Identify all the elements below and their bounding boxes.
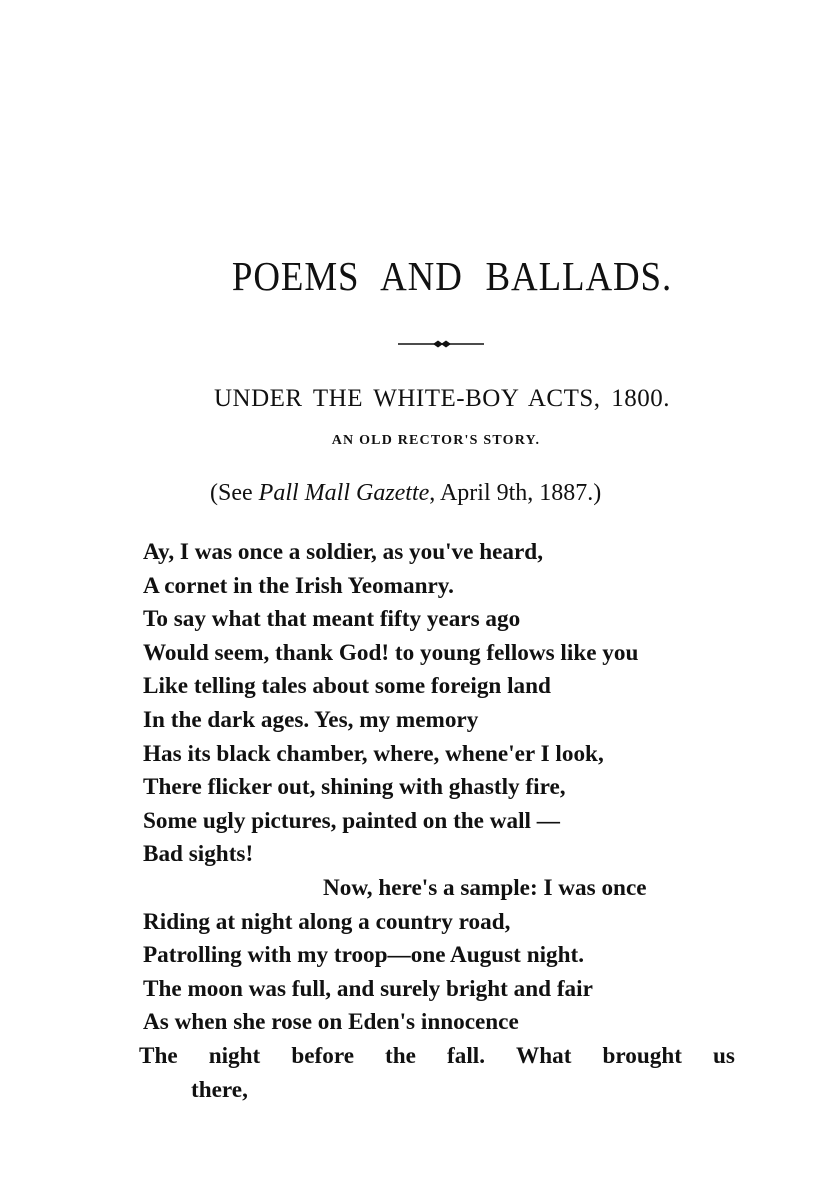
section-title: UNDER THE WHITE-BOY ACTS, 1800.: [213, 385, 671, 412]
poem-line: Like telling tales about some foreign land: [143, 673, 551, 700]
poem-line: A cornet in the Irish Yeomanry.: [143, 572, 454, 599]
poem-text: [139, 536, 763, 1107]
poem-line: Now, here's a sample: I was once: [323, 874, 647, 901]
poem-line: The moon was full, and surely bright and fair: [143, 975, 593, 1002]
book-title: POEMS AND BALLADS.: [231, 253, 673, 299]
poem-word: night: [208, 1042, 261, 1069]
poem-line: Riding at night along a country road,: [143, 908, 511, 935]
poem-line: There flicker out, shining with ghastly fire,: [143, 774, 566, 801]
poem-line: Some ugly pictures, painted on the wall —: [143, 807, 560, 834]
poem-word: brought: [602, 1042, 682, 1069]
poem-line: In the dark ages. Yes, my memory: [143, 706, 479, 733]
poem-word: fall.: [447, 1042, 485, 1069]
poem-line: Ay, I was once a soldier, as you've heard,: [143, 539, 544, 565]
poem-line: To say what that meant fifty years ago: [143, 606, 521, 633]
section-subtitle: AN OLD RECTOR'S STORY.: [331, 433, 541, 448]
reference-date: , April 9th, 1887.): [429, 480, 602, 506]
poem-word: the: [385, 1042, 416, 1069]
ornament-divider-icon: [398, 340, 484, 348]
poem-line: Bad sights!: [143, 841, 254, 868]
reference-prefix: (See: [210, 480, 259, 506]
poem-word: What: [516, 1042, 572, 1069]
poem-line-continuation: there,: [191, 1076, 248, 1103]
poem-line: As when she rose on Eden's innocence: [143, 1009, 519, 1036]
source-reference: [210, 480, 601, 507]
poem-line: Has its black chamber, where, whene'er I look,: [143, 740, 604, 767]
poem-word: us: [713, 1042, 735, 1069]
reference-publication: Pall Mall Gazette: [258, 480, 430, 506]
poem-line: Would seem, thank God! to young fellows like you: [143, 639, 639, 666]
poem-word: before: [291, 1042, 354, 1069]
poem-line-justified: [139, 1040, 735, 1074]
poem-word: The: [139, 1042, 178, 1069]
poem-line: Patrolling with my troop—one August night.: [143, 942, 585, 969]
